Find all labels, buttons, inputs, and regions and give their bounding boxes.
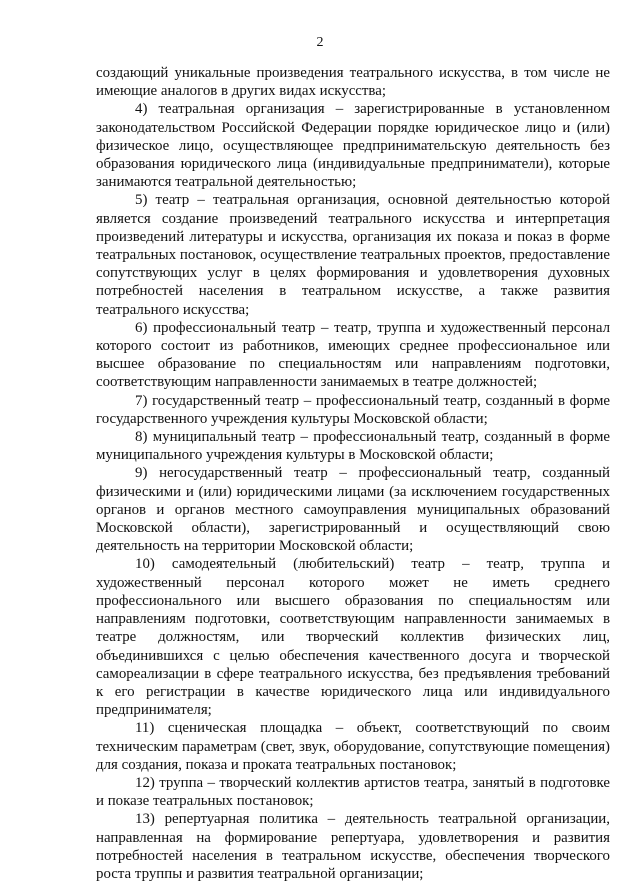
- document-body: [96, 64, 610, 883]
- paragraph-item-10: 10) самодеятельный (любительский) театр – театр, труппа и художественный персонал которого может не иметь среднего профессионального или высшего образования по специальностям или направлениям подготовки, соответствующим направленности занимаемых в театре должностям, или творческий коллектив физических лиц, объединившихся с целью обеспечения качественного досуга и творческой самореализации в сфере театрального искусства, без предъявления требований к его регистрации в качестве юридического лица или индивидуального предпринимателя;: [96, 556, 610, 719]
- paragraph-item-8: 8) муниципальный театр – профессиональный театр, созданный в форме муниципального учреждения культуры в Московской области;: [96, 429, 610, 464]
- paragraph-item-4: 4) театральная организация – зарегистрированные в установленном законодательством Российской Федерации порядке юридическое лицо и (или) физическое лицо, осуществляющее предпринимательскую деятельность без образования юридического лица (индивидуальные предприниматели), которые занимаются театральной деятельностью;: [96, 101, 610, 191]
- paragraph-item-7: 7) государственный театр – профессиональный театр, созданный в форме государственного учреждения культуры Московской области;: [96, 392, 610, 427]
- paragraph-item-11: 11) сценическая площадка – объект, соответствующий по своим техническим параметрам (свет, звук, оборудование, сопутствующие помещения) для создания, показа и проката театральных постановок;: [96, 720, 610, 773]
- paragraph-item-12: 12) труппа – творческий коллектив артистов театра, занятый в подготовке и показе театральных постановок;: [96, 774, 610, 810]
- paragraph-item-9: 9) негосударственный театр – профессиональный театр, созданный физическими и (или) юридическими лицами (за исключением государственных органов и органов местного самоуправления муниципальных образований Московской области), зарегистрированный и осуществляющий свою деятельность на территории Московской области;: [96, 465, 610, 555]
- paragraph-item-5: 5) театр – театральная организация, основной деятельностью которой является создание произведений театрального искусства и интерпретация произведений литературы и искусства, организация их показа и показ в форме театральных постановок, осуществление театральных проектов, предоставление сопутствующих услуг в целях формирования и удовлетворения духовных потребностей населения в театральном искусстве, а также развития театрального искусства;: [96, 192, 610, 318]
- paragraph-item-6: 6) профессиональный театр – театр, труппа и художественный персонал которого состоит из работников, имеющих среднее профессиональное или высшее образование по специальностям или направлениям подготовки, соответствующим направленности занимаемых в театре должностей;: [96, 319, 610, 391]
- paragraph-item-13: 13) репертуарная политика – деятельность театральной организации, направленная на формирование репертуара, удовлетворения и развития потребностей населения в театральном искусстве, обеспечения творческого роста труппы и развития театральной организации;: [96, 811, 610, 882]
- page-number: 2: [316, 35, 324, 50]
- paragraph-continuation: создающий уникальные произведения театрального искусства, в том числе не имеющие аналогов в других видах искусства;: [96, 65, 610, 100]
